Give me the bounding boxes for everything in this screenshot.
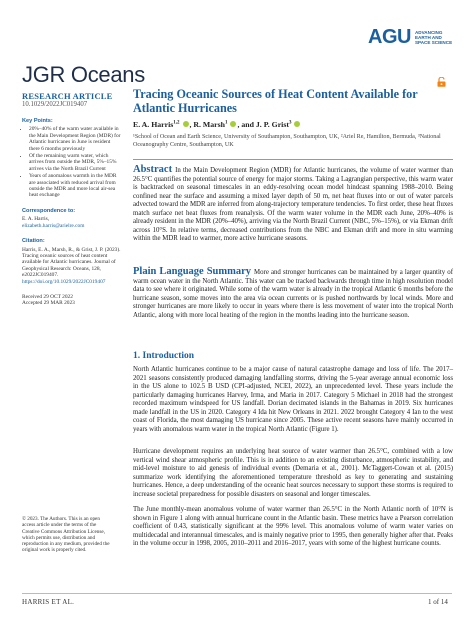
footer-page-number: 1 of 14 [428,598,448,606]
author-affiliation-marker: 1,2 [173,120,180,126]
intro-paragraph: Hurricane development requires an underlying heat source of water warmer than 26.5°C, combined with a low vertical wind shear atmospheric profile. This is in addition to an existing disturbance, atmospheric instability, and mid-level moisture to aid genesis of individual events (Demaria et al., 2001). McTaggert-Cowan et al. (2015) summarize work identifying the aforementioned temperature threshold as key to generating and sustaining hurricanes. Hence, a deep understanding of the oceanic heat sources necessary to support these storms is required to increase societal preparedness for possible disasters on seasonal and longer timescales. [133,448,453,498]
key-point: • 20%–40% of the warm water available in the Main Development Region (MDR) for Atlantic hurricanes in June is resident there 6 months previously [29,126,122,152]
author-name[interactable]: , and J. P. Grist [237,120,289,129]
key-point: • Years of anomalous warmth in the MDR are associated with reduced arrival from outside the MDR and more local air-sea heat exchange [29,173,122,199]
article-title: Tracing Oceanic Sources of Heat Content Available for Atlantic Hurricanes [133,87,418,115]
dates-section [22,294,122,307]
affiliations: ¹School of Ocean and Earth Science, University of Southampton, Southampton, UK, ²Ariel Re, Hamilton, Bermuda, ³National Oceanography Centre, Southampton, UK [133,134,441,148]
license-statement: © 2023. The Authors. This is an open access article under the terms of the Creative Commons Attribution License, which permits use, distribution and reproduction in any medium, provided the original work is properly cited. [22,516,110,554]
correspondence-heading: Correspondence to: [22,207,76,214]
accepted-date: Accepted 29 MAR 2023 [22,300,75,307]
citation-doi-link[interactable]: https://doi.org/10.1029/2022JC019407 [22,278,106,285]
abstract-text: In the Main Development Region (MDR) for Atlantic hurricanes, the volume of water warmer than 26.5°C quantifies the potential source of energy for major storms. Taking a Lagrangian perspective, this warm water is backtracked on seasonal timescales in an eddy-resolving ocean model hindcast spanning 1988–2010. Being confined near the surface and assuming a mixed layer depth of 50 m, net heat fluxes into or out of water parcels advected toward the MDR are inferred from along-trajectory temperature tendencies. To first order, these heat fluxes match surface net heat fluxes from reanalysis. Of the warm water volume in the MDR each June, 20%–40% is already resident in the MDR (20%–40%), arriving via the North Brazil Current (NBC, 5%–15%), or via Ekman drift across 10°S. In relative terms, decreased contributions from the NBC and Ekman drift and more in situ warming within the MDR lead to warmer, more active hurricane seasons. [133,167,453,243]
section-heading: 1. Introduction [133,351,195,361]
intro-paragraph: North Atlantic hurricanes continue to be a major cause of natural catastrophe damage and loss of life. The 2017–2021 seasons consistently produced damaging landfalling storms, driving the 5-year average annual economic loss in the US alone to 102.5 B USD (CPI-adjusted, NCEI, 2022), an unprecedented level. These years include the particularly damaging hurricanes Harvey, Irma, and Maria in 2017. Category 5 Michael in 2018 had the strongest recorded maximum windspeed for US landfall. Dorian decimated islands in the Bahamas in 2019. Six hurricanes made landfall in the US in 2020. Category 4 Ida hit New Orleans in 2021. 2022 brought Category 4 Ian to the west coast of Florida, the most damaging US hurricane since 2005. These active recent seasons have mainly occurred in years with anomalous warm water in the tropical North Atlantic (Figure 1). [133,366,453,433]
article-doi[interactable]: 10.1029/2022JC019407 [22,101,88,108]
orcid-icon[interactable] [183,121,189,127]
received-date: Received 29 OCT 2022 [22,293,73,300]
correspondence-section [22,208,122,229]
article-type: RESEARCH ARTICLE [22,91,113,101]
author-affiliation-marker: 1 [225,120,228,126]
pls-heading: Plain Language Summary [133,266,252,277]
agu-logo [368,26,464,48]
journal-title: JGR Oceans [22,62,145,87]
correspondence-email-link[interactable]: elizabeth.harris@arielre.com [22,222,85,229]
open-access-lock-icon [436,77,447,87]
orcid-icon[interactable] [294,121,300,127]
citation-section [22,238,122,285]
key-points-list [22,126,122,198]
agu-tagline-line: EARTH AND [414,34,442,40]
agu-tagline [415,30,452,45]
key-points-heading: Key Points: [22,118,53,124]
author-list [133,120,301,129]
abstract-heading: Abstract [133,164,173,175]
abstract [133,166,453,244]
agu-tagline-line: ADVANCING [414,29,443,35]
orcid-icon[interactable] [230,121,236,127]
sidebar [22,118,122,307]
citation-heading: Citation: [22,238,45,245]
pls-text: More and stronger hurricanes can be maintained by a larger quantity of warm ocean water in the North Atlantic. This water can be tracked backwards through time in high resolution model data to see where it originated. While some of the warm water is already in the tropical Atlantic 6 months before the hurricane season, some moves into the area via ocean currents or is pushed northwards by local winds. More and stronger hurricanes are more likely to occur in years where there is less movement of water into the tropical North Atlantic, along with more local heating of the region in the months leading into the hurricane season. [133,269,453,319]
footer-author: HARRIS ET AL. [22,598,75,606]
intro-paragraph: The June monthly-mean anomalous volume of water warmer than 26.5°C in the North Atlantic north of 10°N is shown in Figure 1 along with annual hurricane count in the Atlantic basin. These metrics have a Pearson correlation coefficient of 0.43, statistically significant at the 99% level. This anomalous volume of warm water varies on multidecadal and interannual timescales, and is mainly negative prior to 1995, then generally higher after that. Peaks in the volume occur in 1998, 2005, 2010–2011 and 2016–2017, years with some of the highest hurricane counts. [133,506,453,548]
agu-logo-mark: AGU [368,25,411,48]
citation-text: Harris, E. A., Marsh, R., & Grist, J. P. (2023). Tracing oceanic sources of heat content available for Atlantic hurricanes. Journal of Geophysical Research: Oceans, 128, e2022JC019407. [22,246,121,279]
agu-tagline-line: SPACE SCIENCE [414,39,453,45]
footer-divider [22,593,452,594]
title-divider [133,159,453,160]
author-name[interactable]: , R. Marsh [189,120,226,129]
correspondence-name: E. A. Harris, [22,216,50,223]
author-name[interactable]: E. A. Harris [133,120,174,129]
key-point: • Of the remaining warm water, which arrives from outside the MDR, 5%–15% arrives via the North Brazil Current [29,153,122,172]
plain-language-summary [133,268,453,320]
author-affiliation-marker: 3 [288,120,292,126]
